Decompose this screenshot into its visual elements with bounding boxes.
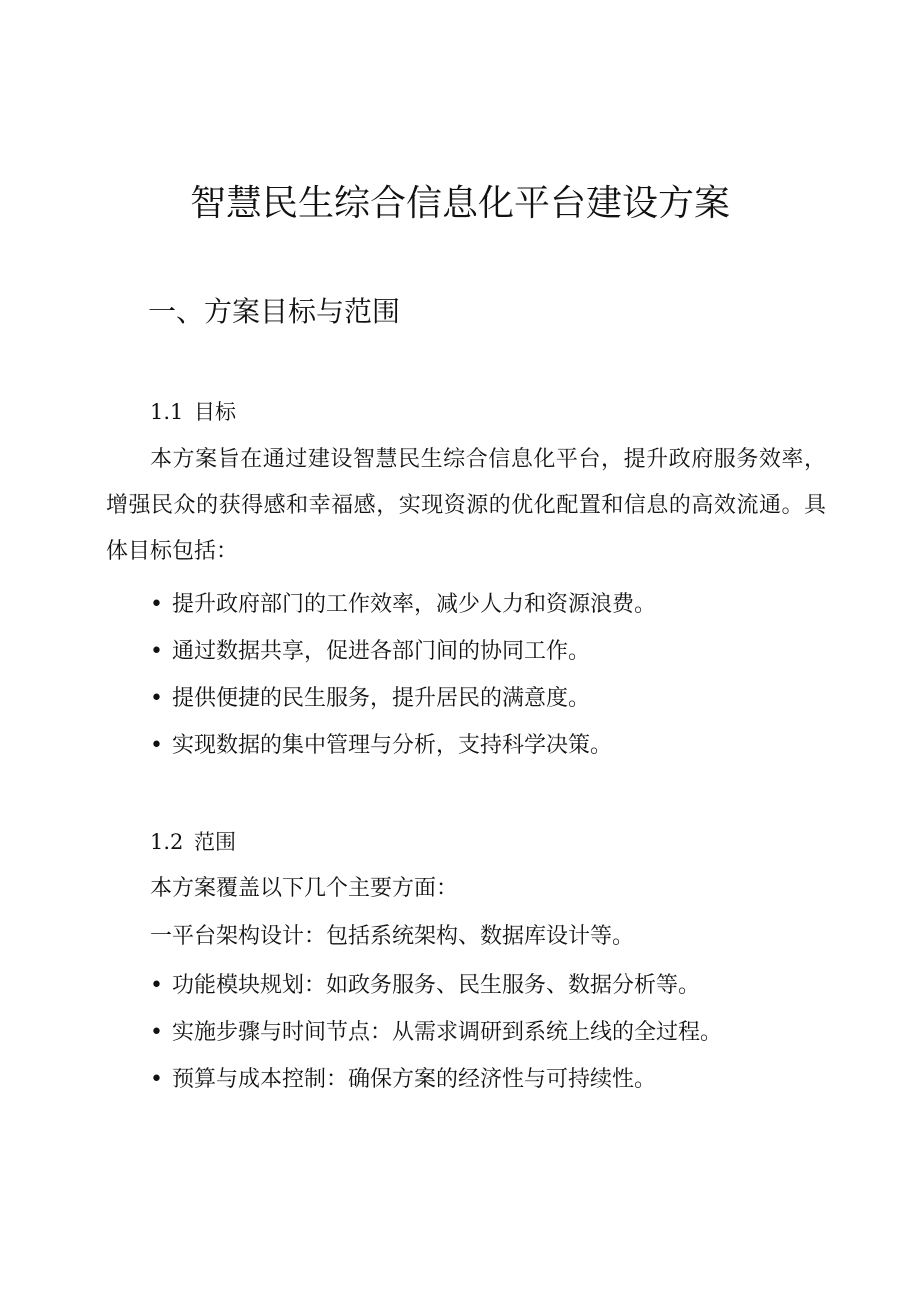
bullet-icon: • <box>150 1020 163 1045</box>
list-item: • 通过数据共享，促进各部门间的协同工作。 <box>150 628 656 675</box>
list-item: • 提升政府部门的工作效率，减少人力和资源浪费。 <box>150 581 656 628</box>
goal-paragraph: 本方案旨在通过建设智慧民生综合信息化平台，提升政府服务效率，增强民众的获得感和幸福感，实现资源的优化配置和信息的高效流通。具体目标包括： <box>106 447 826 564</box>
goal-list <box>150 581 656 769</box>
bullet-icon: • <box>150 592 163 617</box>
subsection-title: 范围 <box>194 830 236 854</box>
document-title: 智慧民生综合信息化平台建设方案 <box>189 183 730 224</box>
bullet-icon: • <box>150 686 163 711</box>
list-item: • 预算与成本控制：确保方案的经济性与可持续性。 <box>150 1056 722 1103</box>
list-item: • 功能模块规划：如政务服务、民生服务、数据分析等。 <box>150 962 722 1009</box>
bullet-icon: • <box>150 733 163 758</box>
subsection-number: 1.1 <box>150 400 184 424</box>
list-item: • 实施步骤与时间节点：从需求调研到系统上线的全过程。 <box>150 1009 722 1056</box>
subsection-heading-1-1 <box>150 397 236 427</box>
list-item: • 提供便捷的民生服务，提升居民的满意度。 <box>150 675 656 722</box>
scope-intro: 本方案覆盖以下几个主要方面： <box>150 876 459 901</box>
scope-list <box>150 962 722 1103</box>
subsection-heading-1-2 <box>150 827 236 857</box>
section-heading-1: 一、方案目标与范围 <box>148 295 401 328</box>
bullet-icon: • <box>150 639 163 664</box>
scope-first-line: 一平台架构设计：包括系统架构、数据库设计等。 <box>150 924 635 949</box>
bullet-icon: • <box>150 973 163 998</box>
subsection-title: 目标 <box>194 400 236 424</box>
bullet-icon: • <box>150 1067 163 1092</box>
subsection-number: 1.2 <box>150 830 184 854</box>
list-item: • 实现数据的集中管理与分析，支持科学决策。 <box>150 722 656 769</box>
